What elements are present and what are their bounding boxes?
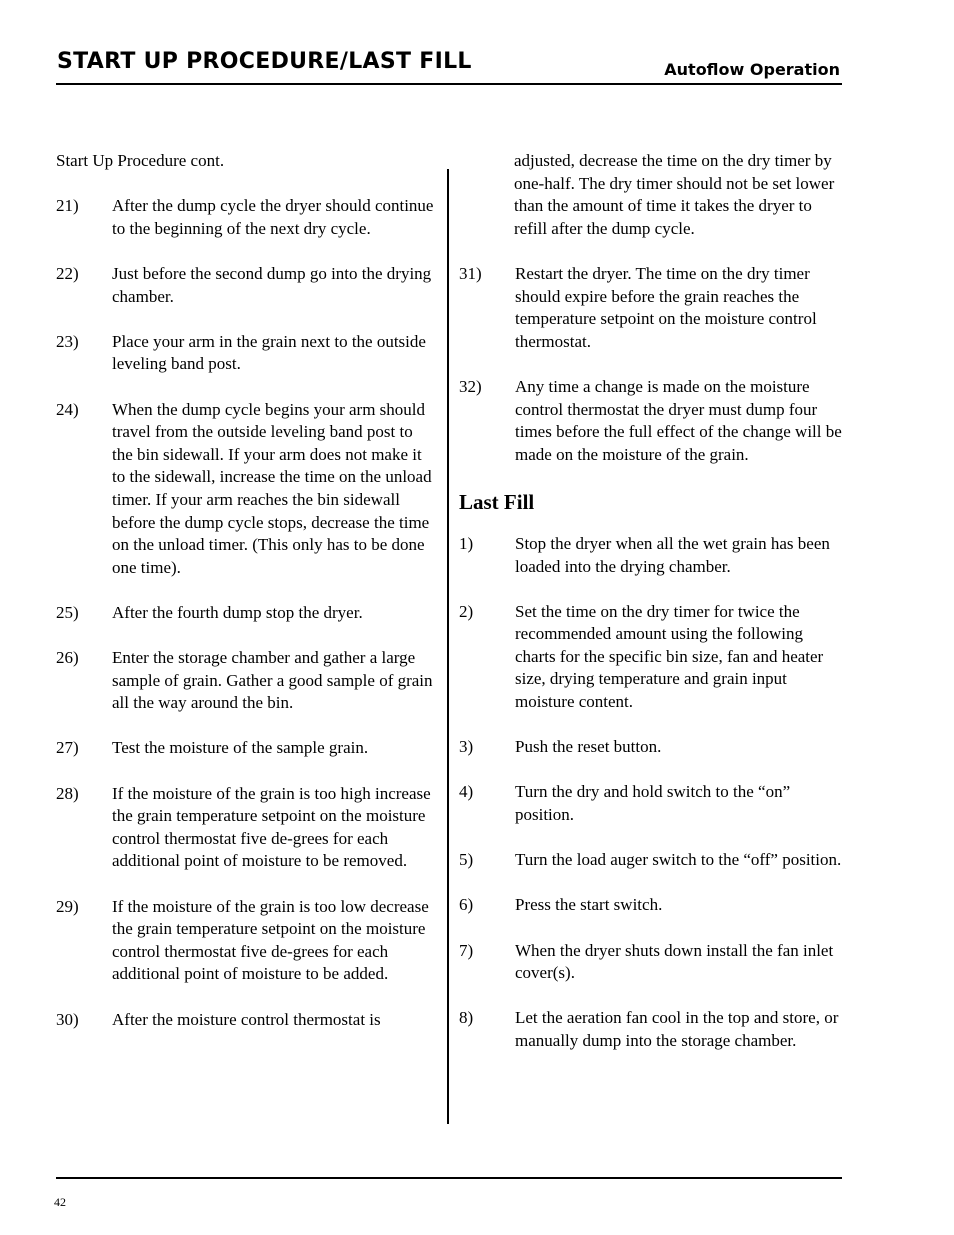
item-number: 32) xyxy=(459,376,482,396)
item-text: Press the start switch. xyxy=(515,895,663,915)
page-title: START UP PROCEDURE/LAST FILL xyxy=(57,49,472,74)
item-number: 7) xyxy=(459,940,474,960)
list-item xyxy=(459,849,844,872)
list-item xyxy=(56,896,436,986)
item-number: 26) xyxy=(56,648,79,668)
item-text: Turn the dry and hold switch to the “on” position. xyxy=(515,782,791,825)
item-number: 6) xyxy=(459,895,474,915)
item-text: If the moisture of the grain is too low decrease the grain temperature setpoint on the moisture control thermostat five de-grees for each additional point of moisture to be added. xyxy=(112,896,429,984)
page-number: 42 xyxy=(54,1195,66,1209)
list-item xyxy=(459,263,844,353)
continuation-text: adjusted, decrease the time on the dry timer by one-half. The dry timer should not be set lower than the amount of time it takes the dryer to refill after the dump cycle. xyxy=(514,151,835,238)
item-text: Test the moisture of the sample grain. xyxy=(112,738,369,758)
item-text: Enter the storage chamber and gather a large sample of grain. Gather a good sample of grain all the way around the bin. xyxy=(112,648,433,713)
item-number: 24) xyxy=(56,399,79,419)
item-number: 30) xyxy=(56,1009,79,1029)
list-item xyxy=(56,399,436,580)
item-text: After the dump cycle the dryer should continue to the beginning of the next dry cycle. xyxy=(112,196,434,238)
item-text: Restart the dryer. The time on the dry timer should expire before the grain reaches the temperature setpoint on the moisture control thermostat. xyxy=(515,263,817,351)
item-number: 3) xyxy=(459,737,474,757)
column-divider xyxy=(447,169,449,1124)
item-number: 29) xyxy=(56,896,79,916)
header-divider xyxy=(56,83,842,85)
section-title: Autoflow Operation xyxy=(664,60,840,79)
list-item xyxy=(459,1007,844,1052)
item-number: 27) xyxy=(56,738,79,758)
item-text: After the fourth dump stop the dryer. xyxy=(112,602,363,622)
list-item xyxy=(459,376,844,466)
item-text: If the moisture of the grain is too high increase the grain temperature setpoint on the moisture control thermostat five de-grees for each additional point of moisture to be removed. xyxy=(112,783,431,871)
item-number: 31) xyxy=(459,263,482,283)
item-text: Turn the load auger switch to the “off” position. xyxy=(515,850,842,870)
right-column xyxy=(459,150,844,1075)
list-item xyxy=(56,783,436,873)
left-column xyxy=(56,150,436,1054)
footer-divider xyxy=(56,1177,842,1179)
item-number: 5) xyxy=(459,850,474,870)
list-item xyxy=(459,781,844,826)
intro-text: Start Up Procedure cont. xyxy=(56,151,225,170)
item-number: 23) xyxy=(56,331,79,351)
list-item xyxy=(56,331,436,376)
item-number: 22) xyxy=(56,263,79,283)
list-item xyxy=(459,940,844,985)
item-number: 8) xyxy=(459,1008,474,1028)
item-number: 2) xyxy=(459,601,474,621)
item-number: 1) xyxy=(459,533,474,553)
item-text: Stop the dryer when all the wet grain has been loaded into the drying chamber. xyxy=(515,533,830,576)
item-number: 21) xyxy=(56,196,79,216)
last-fill-heading: Last Fill xyxy=(459,489,535,514)
item-text: Any time a change is made on the moisture control thermostat the dryer must dump four times before the full effect of the change will be made on the moisture of the grain. xyxy=(515,376,842,464)
list-item xyxy=(56,602,436,625)
list-item xyxy=(459,894,844,917)
item-number: 4) xyxy=(459,782,474,802)
list-item xyxy=(56,1009,436,1032)
item-text: Place your arm in the grain next to the outside leveling band post. xyxy=(112,331,426,374)
list-item xyxy=(56,195,436,240)
item-text: After the moisture control thermostat is xyxy=(112,1009,381,1029)
item-number: 28) xyxy=(56,783,79,803)
item-text: When the dryer shuts down install the fan inlet cover(s). xyxy=(515,940,834,983)
list-item xyxy=(459,533,844,578)
item-text: Set the time on the dry timer for twice the recommended amount using the following charts for the specific bin size, fan and heater size, drying temperature and grain input moisture content. xyxy=(515,601,824,712)
list-item xyxy=(56,737,436,760)
list-item xyxy=(459,601,844,714)
item-text: Push the reset button. xyxy=(515,737,662,757)
item-text: When the dump cycle begins your arm should travel from the outside leveling band post to the bin sidewall. If your arm does not make it to the sidewall, increase the time on the unload timer. If your arm reaches the bin sidewall before the dump cycle stops, decrease the time on the unload timer. (This only has to be done one time). xyxy=(112,399,432,577)
item-text: Let the aeration fan cool in the top and store, or manually dump into the storage chamber. xyxy=(515,1008,839,1050)
list-item xyxy=(459,736,844,759)
item-number: 25) xyxy=(56,602,79,622)
list-item xyxy=(56,647,436,715)
item-text: Just before the second dump go into the drying chamber. xyxy=(112,263,432,306)
list-item xyxy=(56,263,436,308)
